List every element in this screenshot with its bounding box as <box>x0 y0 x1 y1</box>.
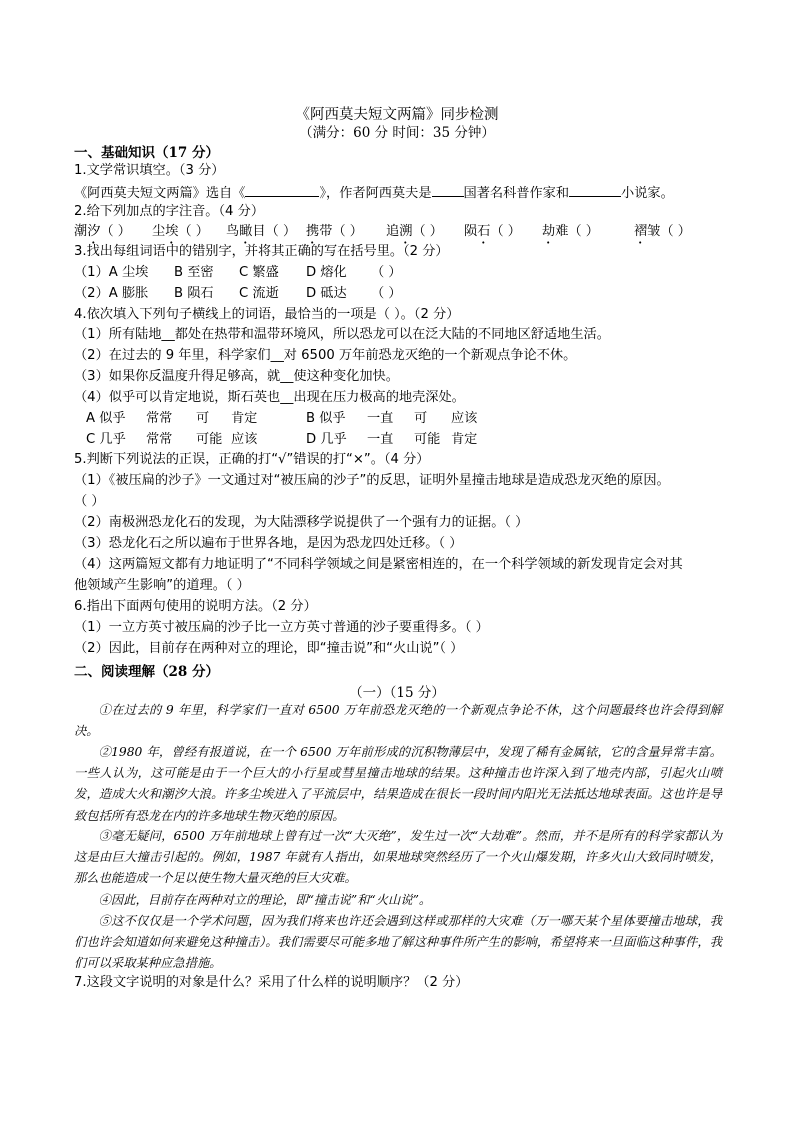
question-6-sentence-2: （2）因此，目前存在两种对立的理论，即“撞击说”和“火山说”（ ） <box>74 641 464 656</box>
pinyin-item: 追溯（ ） <box>386 224 443 239</box>
word-option: C 繁盛 <box>239 265 279 280</box>
choice-option-word: 一直 <box>367 432 394 447</box>
word-option: D 熔化 <box>306 265 347 280</box>
choice-option-label[interactable]: B 似乎 <box>306 411 346 426</box>
question-5-statement-1-answer[interactable]: （ ） <box>74 494 105 509</box>
answer-parentheses[interactable]: （ ） <box>100 224 131 239</box>
pinyin-item: 鸟瞰目（ ） <box>226 224 297 239</box>
choice-option-word: 可 <box>196 411 210 426</box>
question-5-statement-4: （4）这两篇短文都有力地证明了“不同科学领域之间是紧密相连的，在一个科学领域的新发现肯定会对其 <box>74 557 683 572</box>
question-6-stem: 6.指出下面两句使用的说明方法。（2 分） <box>74 599 317 614</box>
answer-parentheses[interactable]: 目（ ） <box>252 224 297 239</box>
word-option: D 砥达 <box>306 286 347 301</box>
passage-subheading: （一）（15 分） <box>349 685 445 701</box>
question-4-sentence-1: （1）所有陆地__都处在热带和温带环境风，所以恐龙可以在泛大陆的不同地区舒适地生活。 <box>74 327 610 342</box>
question-5-statement-1: （1）《被压扁的沙子》一文通过对“被压扁的沙子”的反思，证明外星撞击地球是造成恐龙灭绝的原因。 <box>74 473 670 488</box>
choice-option-word: 常常 <box>146 432 173 447</box>
dotted-character: 石 <box>477 224 491 239</box>
pinyin-item: 潮汐（ ） <box>74 224 131 239</box>
question-4-sentence-4: （4）似乎可以肯定地说，斯石英也__出现在压力极高的地壳深处。 <box>74 390 465 405</box>
choice-option-label[interactable]: D 几乎 <box>306 432 347 447</box>
exam-meta: （满分：60 分 时间：35 分钟） <box>299 125 495 141</box>
question-5-stem: 5.判断下列说法的正误，正确的打“√”错误的打“×”。（4 分） <box>74 452 430 467</box>
dotted-character: 褶 <box>634 224 648 239</box>
passage-paragraph-4: ④因此，目前存在两种对立的理论，即“撞击说”和“火山说”。 <box>98 893 432 907</box>
choice-option-word: 肯定 <box>231 411 258 426</box>
passage-paragraph-3: ③毫无疑问，6500 万年前地球上曾有过一次“大灭绝”，发生过一次“大劫难”。然而，并不是所有的科学家都认为这是由巨大撞击引起的。例如，1987 年就有人指出，如果地球突然经历了一个火山爆发期，许多火山大致同时喷发，那么也能造成一个足以使生物大量灭绝的巨大灾难。 <box>74 829 722 886</box>
answer-parentheses[interactable]: 难（ ） <box>555 224 599 239</box>
question-6-sentence-1: （1）一立方英寸被压扁的沙子比一立方英寸普通的沙子要重得多。（ ） <box>74 620 489 635</box>
answer-parentheses[interactable]: （ ） <box>371 265 402 280</box>
passage-paragraph-5: ⑤这不仅仅是一个学术问题，因为我们将来也许还会遇到这样或那样的大灾难（万一哪天某个星体要撞击地球，我们也许会知道如何来避免这种撞击）。我们需要尽可能多地了解这种事件所产生的影响，希望将来一旦面临这种事件，我们可以采取某种应急措施。 <box>74 914 722 971</box>
question-2-stem: 2.给下列加点的字注音。（4 分） <box>74 204 265 219</box>
answer-parentheses[interactable]: （ ） <box>178 224 209 239</box>
word-option: （1）A 尘埃 <box>74 265 149 280</box>
question-5-statement-3: （3）恐龙化石之所以遍布于世界各地，是因为恐龙四处迁移。（ ） <box>74 536 463 551</box>
dotted-character: 溯 <box>399 224 413 239</box>
choice-option-word: 应该 <box>231 432 258 447</box>
answer-parentheses[interactable]: （ ） <box>490 224 521 239</box>
choice-option-word: 常常 <box>146 411 173 426</box>
passage-paragraph-2: ②1980 年，曾经有报道说，在一个 6500 万年前形成的沉积物薄层中，发现了稀有金属铱，它的含量异常丰富。一些人认为，这可能是由于一个巨大的小行星或彗星撞击地球的结果。这种撞击也许深入到了地壳内部，引起火山喷发，造成大火和潮汐大浪。许多尘埃进入了平流层中，结果造成在很长一段时间内阳光无法抵达地球表面。这也许是导致包括所有恐龙在内的许多地球生物灭绝的原因。 <box>74 745 722 823</box>
dotted-character: 埃 <box>165 224 179 239</box>
question-4-stem: 4.依次填入下列句子横线上的词语，最恰当的一项是（ ）。（2 分） <box>74 307 460 322</box>
choice-option-word: 肯定 <box>451 432 478 447</box>
word-option: （2）A 膨胀 <box>74 286 149 301</box>
answer-blank[interactable] <box>245 182 319 197</box>
answer-blank[interactable] <box>569 182 621 197</box>
question-1-stem: 1.文学常识填空。（3 分） <box>74 163 225 178</box>
question-4-sentence-2: （2）在过去的 9 年里，科学家们__对 6500 万年前恐龙灭绝的一个新观点争论不休。 <box>74 348 577 363</box>
choice-option-word: 一直 <box>367 411 394 426</box>
pinyin-item: 陨石（ ） <box>464 224 521 239</box>
question-7-stem: 7.这段文字说明的对象是什么？采用了什么样的说明顺序？（2 分） <box>74 975 469 990</box>
dotted-character: 汐 <box>87 224 101 239</box>
word-option: B 至密 <box>174 265 214 280</box>
page-title: 《阿西莫夫短文两篇》同步检测 <box>295 107 499 123</box>
choice-option-word: 可能 <box>196 432 223 447</box>
word-option: B 陨石 <box>174 286 214 301</box>
answer-parentheses[interactable]: （ ） <box>371 286 402 301</box>
choice-option-label[interactable]: C 几乎 <box>86 432 126 447</box>
answer-parentheses[interactable]: 皱（ ） <box>647 224 691 239</box>
question-1-body: 《阿西莫夫短文两篇》选自《 》，作者阿西莫夫是 国著名科普作家和 小说家。 <box>74 182 734 204</box>
word-option: C 流逝 <box>239 286 279 301</box>
choice-option-word: 可 <box>414 411 428 426</box>
choice-option-word: 应该 <box>451 411 478 426</box>
dotted-character: 瞰 <box>239 224 253 239</box>
answer-parentheses[interactable]: （ ） <box>412 224 443 239</box>
section-heading-basics: 一、基础知识（17 分） <box>74 145 219 161</box>
question-4-sentence-3: （3）如果你反温度升得足够高，就__使这种变化加快。 <box>74 369 399 384</box>
pinyin-item: 尘埃（ ） <box>152 224 209 239</box>
answer-blank[interactable] <box>432 182 464 197</box>
dotted-character: 劫 <box>542 224 556 239</box>
question-3-stem: 3.找出每组词语中的错别字，并将其正确的写在括号里。（2 分） <box>74 244 449 259</box>
choice-option-label[interactable]: A 似乎 <box>86 411 126 426</box>
passage-paragraph-1: ①在过去的 9 年里，科学家们一直对 6500 万年前恐龙灭绝的一个新观点争论不休，这个问题最终也许会得到解决。 <box>74 703 722 739</box>
dotted-character: 携 <box>306 224 320 239</box>
question-5-statement-4-cont: 他领域产生影响”的道理。（ ） <box>74 578 250 593</box>
answer-parentheses[interactable]: 带（ ） <box>319 224 363 239</box>
question-5-statement-2: （2）南极洲恐龙化石的发现，为大陆漂移学说提供了一个强有力的证据。（ ） <box>74 515 529 530</box>
choice-option-word: 可能 <box>414 432 441 447</box>
section-heading-reading: 二、阅读理解（28 分） <box>74 664 219 680</box>
